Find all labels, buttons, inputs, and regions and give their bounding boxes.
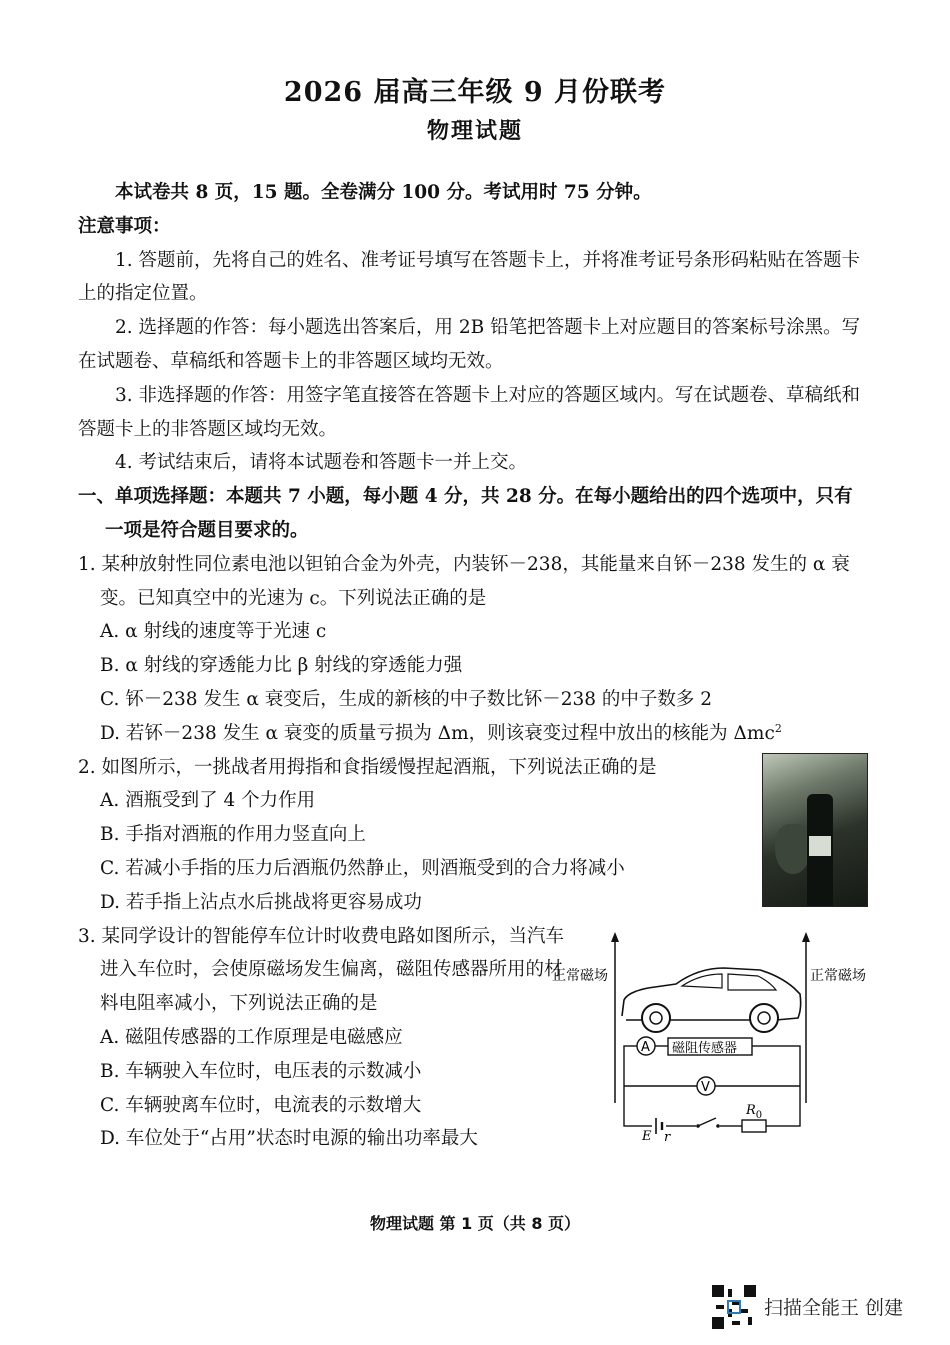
- resistor-symbol: R: [746, 1103, 756, 1118]
- section-heading: 一、单项选择题：本题共 7 小题，每小题 4 分，共 28 分。在每小题给出的四个选项中，只有一项是符合题目要求的。: [78, 486, 853, 541]
- question-1-option-b: B. α 射线的穿透能力比 β 射线的穿透能力强: [100, 655, 463, 677]
- question-3-option-d: D. 车位处于“占用”状态时电源的输出功率最大: [100, 1128, 478, 1150]
- question-2-option-a: A. 酒瓶受到了 4 个力作用: [100, 790, 316, 812]
- question-3-stem: 3. 某同学设计的智能停车位计时收费电路如图所示，当汽车进入车位时，会使原磁场发生偏离，磁阻传感器所用的材料电阻率减小，下列说法正确的是: [78, 925, 565, 1015]
- question-1-option-a: A. α 射线的速度等于光速 c: [100, 621, 327, 643]
- question-1-stem: 1. 某种放射性同位素电池以钽铂合金为外壳，内装钚－238，其能量来自钚－238 发生的 α 衰变。已知真空中的光速为 c。下列说法正确的是: [78, 553, 850, 609]
- note-item: 4. 考试结束后，请将本试题卷和答题卡一并上交。: [115, 452, 528, 474]
- bottle-label: [809, 836, 831, 856]
- bottle-photo: [762, 753, 868, 907]
- car-icon: [622, 968, 801, 1032]
- ammeter-label: A: [641, 1040, 650, 1055]
- exam-subject: 物理试题: [426, 118, 523, 144]
- question-2-option-c: C. 若减小手指的压力后酒瓶仍然静止，则酒瓶受到的合力将减小: [100, 857, 625, 879]
- sensor-label: 磁阻传感器: [672, 1041, 738, 1056]
- exam-info: 本试卷共 8 页，15 题。全卷满分 100 分。考试用时 75 分钟。: [115, 182, 652, 203]
- question-1-option-d-text: D. 若钚－238 发生 α 衰变的质量亏损为 Δm，则该衰变过程中放出的核能为 Δmc: [100, 722, 775, 744]
- superscript: 2: [774, 721, 782, 735]
- question-1-option-d: [78, 717, 870, 751]
- arrowhead-icon: [611, 932, 619, 942]
- question-3-option-b: B. 车辆驶入车位时，电压表的示数减小: [100, 1060, 422, 1082]
- qr-code-icon: [712, 1285, 756, 1329]
- page-footer: 物理试题 第 1 页（共 8 页）: [369, 1214, 581, 1233]
- question-2-option-d: D. 若手指上沾点水后挑战将更容易成功: [100, 891, 422, 913]
- resistor-label: [745, 1103, 762, 1121]
- exam-title: 2026 届高三年级 9 月份联考: [283, 77, 667, 108]
- field-label-left: 正常磁场: [552, 968, 608, 984]
- switch-icon: [716, 1124, 720, 1128]
- note-item: 2. 选择题的作答：每小题选出答案后，用 2B 铅笔把答题卡上对应题目的答案标号涂黑。写在试题卷、草稿纸和答题卡上的非答题区域均无效。: [78, 317, 861, 372]
- internal-resistance-label: r: [664, 1130, 671, 1143]
- hand-shape: [775, 824, 811, 874]
- question-2-stem: 2. 如图所示，一挑战者用拇指和食指缓慢捏起酒瓶，下列说法正确的是: [78, 756, 657, 778]
- circuit-diagram: [548, 928, 878, 1143]
- arrowhead-icon: [802, 932, 810, 942]
- note-item: 3. 非选择题的作答：用签字笔直接答在答题卡上对应的答题区域内。写在试题卷、草稿纸和答题卡上的非答题区域均无效。: [78, 384, 861, 440]
- question-3-option-c: C. 车辆驶离车位时，电流表的示数增大: [100, 1094, 422, 1116]
- voltmeter-label: V: [701, 1080, 710, 1095]
- notes-heading: 注意事项：: [78, 215, 171, 237]
- question-2-option-b: B. 手指对酒瓶的作用力竖直向上: [100, 824, 366, 846]
- resistor-subscript: 0: [755, 1110, 763, 1121]
- note-item: 1. 答题前，先将自己的姓名、准考证号填写在答题卡上，并将准考证号条形码粘贴在答题卡上的指定位置。: [78, 249, 861, 305]
- scanner-watermark: 扫描全能王 创建: [764, 1297, 904, 1319]
- field-label-right: 正常磁场: [810, 968, 866, 984]
- emf-label: E: [642, 1129, 652, 1143]
- question-3-option-a: A. 磁阻传感器的工作原理是电磁感应: [100, 1026, 403, 1048]
- question-1-option-c: C. 钚－238 发生 α 衰变后，生成的新核的中子数比钚－238 的中子数多 2: [100, 688, 713, 710]
- resistor-icon: [742, 1120, 766, 1132]
